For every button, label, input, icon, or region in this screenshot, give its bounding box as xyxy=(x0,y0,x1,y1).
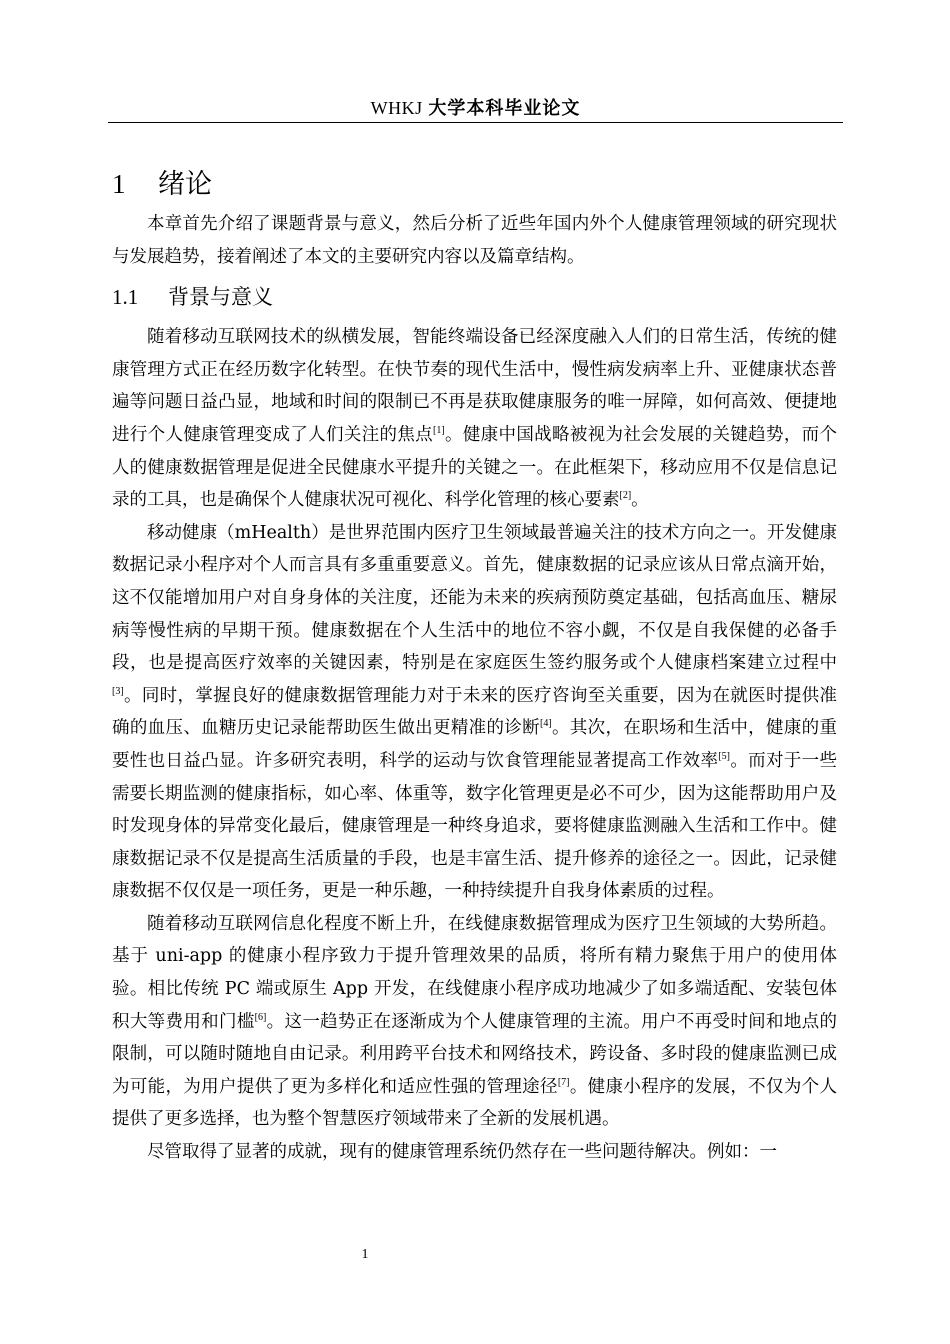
paragraph-text: 。这一趋势正在逐渐成为个人健康管理的主流。用户不再受时间和地点的限制，可以随时随地自由记录。利用跨平台技术和网络技术，跨设备、多时段的健康监测已成为可能，为用户提供了更为多样化和适应性强的管理途径 xyxy=(112,1011,838,1097)
section-heading xyxy=(112,273,837,321)
header-rule xyxy=(108,122,843,123)
citation-ref: [7] xyxy=(557,1077,570,1089)
paragraph-text: 随着移动互联网技术的纵横发展，智能终端设备已经深度融入人们的日常生活，传统的健康管理方式正在经历数字化转型。在快节奏的现代生活中，慢性病发病率上升、亚健康状态普遍等问题日益凸显，地域和时间的限制已不再是获取健康服务的唯一屏障，如何高效、便捷地进行个人健康管理变成了人们关注的焦点 xyxy=(112,327,837,445)
chapter-title: 绪论 xyxy=(158,169,212,200)
paragraph-text: 尽管取得了显著的成就，现有的健康管理系统仍然存在一些问题待解决。例如：一 xyxy=(147,1142,777,1163)
paragraph-text: 随着移动互联网信息化程度不断上升，在线健康数据管理成为医疗卫生领域的大势所趋。基于 uni-app 的健康小程序致力于提升管理效果的品质，将所有精力聚焦于用户的使用体验。相比传统 PC 端或原生 App 开发，在线健康小程序成功地减少了如多端适配、安装包体积大等费用和门槛 xyxy=(112,913,837,1032)
page-number: 1 xyxy=(361,1247,369,1262)
body-paragraph-3 xyxy=(112,908,837,1136)
running-header xyxy=(108,93,843,125)
citation-ref: [6] xyxy=(254,1011,267,1023)
chapter-heading xyxy=(112,160,837,208)
paragraph-text: 。健康中国战略被视为社会发展的关键趋势，而个人的健康数据管理是促进全民健康水平提升的关键之一。在此框架下，移动应用不仅是信息记录的工具，也是确保个人健康状况可视化、科学化管理的核心要素 xyxy=(112,424,838,511)
paragraph-text: 移动健康（mHealth）是世界范围内医疗卫生领域最普遍关注的技术方向之一。开发健康数据记录小程序对个人而言具有多重重要意义。首先，健康数据的记录应该从日常点滴开始，这不仅能增加用户对自身身体的关注度，还能为未来的疾病预防奠定基础，包括高血压、糖尿病等慢性病的早期干预。健康数据在个人生活中的地位不容小觑，不仅是自我保健的必备手段，也是提高医疗效率的关键因素，特别是在家庭医生签约服务或个人健康档案建立过程中 xyxy=(112,522,837,674)
body-paragraph-2 xyxy=(112,517,837,908)
citation-ref: [4] xyxy=(540,718,552,730)
citation-ref: [5] xyxy=(718,751,730,763)
citation-ref: [3] xyxy=(112,685,124,697)
body-content xyxy=(112,160,837,1169)
header-institution-code: WHKJ xyxy=(370,98,423,118)
paragraph-text: 。而对于一些需要长期监测的健康指标，如心率、体重等，数字化管理更是必不可少，因为这能帮助用户及时发现身体的异常变化最后，健康管理是一种终身追求，要将健康监测融入生活和工作中。健康数据记录不仅是提高生活质量的手段，也是丰富生活、提升修养的途径之一。因此，记录健康数据不仅仅是一项任务，更是一种乐趣，一种持续提升自我身体素质的过程。 xyxy=(112,750,837,902)
body-paragraph-4 xyxy=(112,1136,837,1169)
chapter-number: 1 xyxy=(112,169,126,199)
header-title: 大学本科毕业论文 xyxy=(428,98,581,119)
citation-ref: [1] xyxy=(433,425,445,437)
paragraph-text: 。其次，在职场和生活中，健康的重要性也日益凸显。许多研究表明，科学的运动与饮食管理能显著提高工作效率 xyxy=(112,718,838,771)
paragraph-text: 。健康小程序的发展，不仅为个人提供了更多选择，也为整个智慧医疗领域带来了全新的发展机遇。 xyxy=(112,1076,837,1130)
section-number: 1.1 xyxy=(112,285,139,310)
section-title: 背景与意义 xyxy=(168,285,273,310)
citation-ref: [2] xyxy=(619,490,632,502)
paragraph-text: 。同时，掌握良好的健康数据管理能力对于未来的医疗咨询至关重要，因为在就医时提供准确的血压、血糖历史记录能帮助医生做出更精准的诊断 xyxy=(112,685,837,739)
body-paragraph-1 xyxy=(112,321,837,517)
chapter-intro-paragraph: 本章首先介绍了课题背景与意义，然后分析了近些年国内外个人健康管理领域的研究现状与发展趋势，接着阐述了本文的主要研究内容以及篇章结构。 xyxy=(112,214,837,267)
paragraph-text: 。 xyxy=(631,490,649,511)
